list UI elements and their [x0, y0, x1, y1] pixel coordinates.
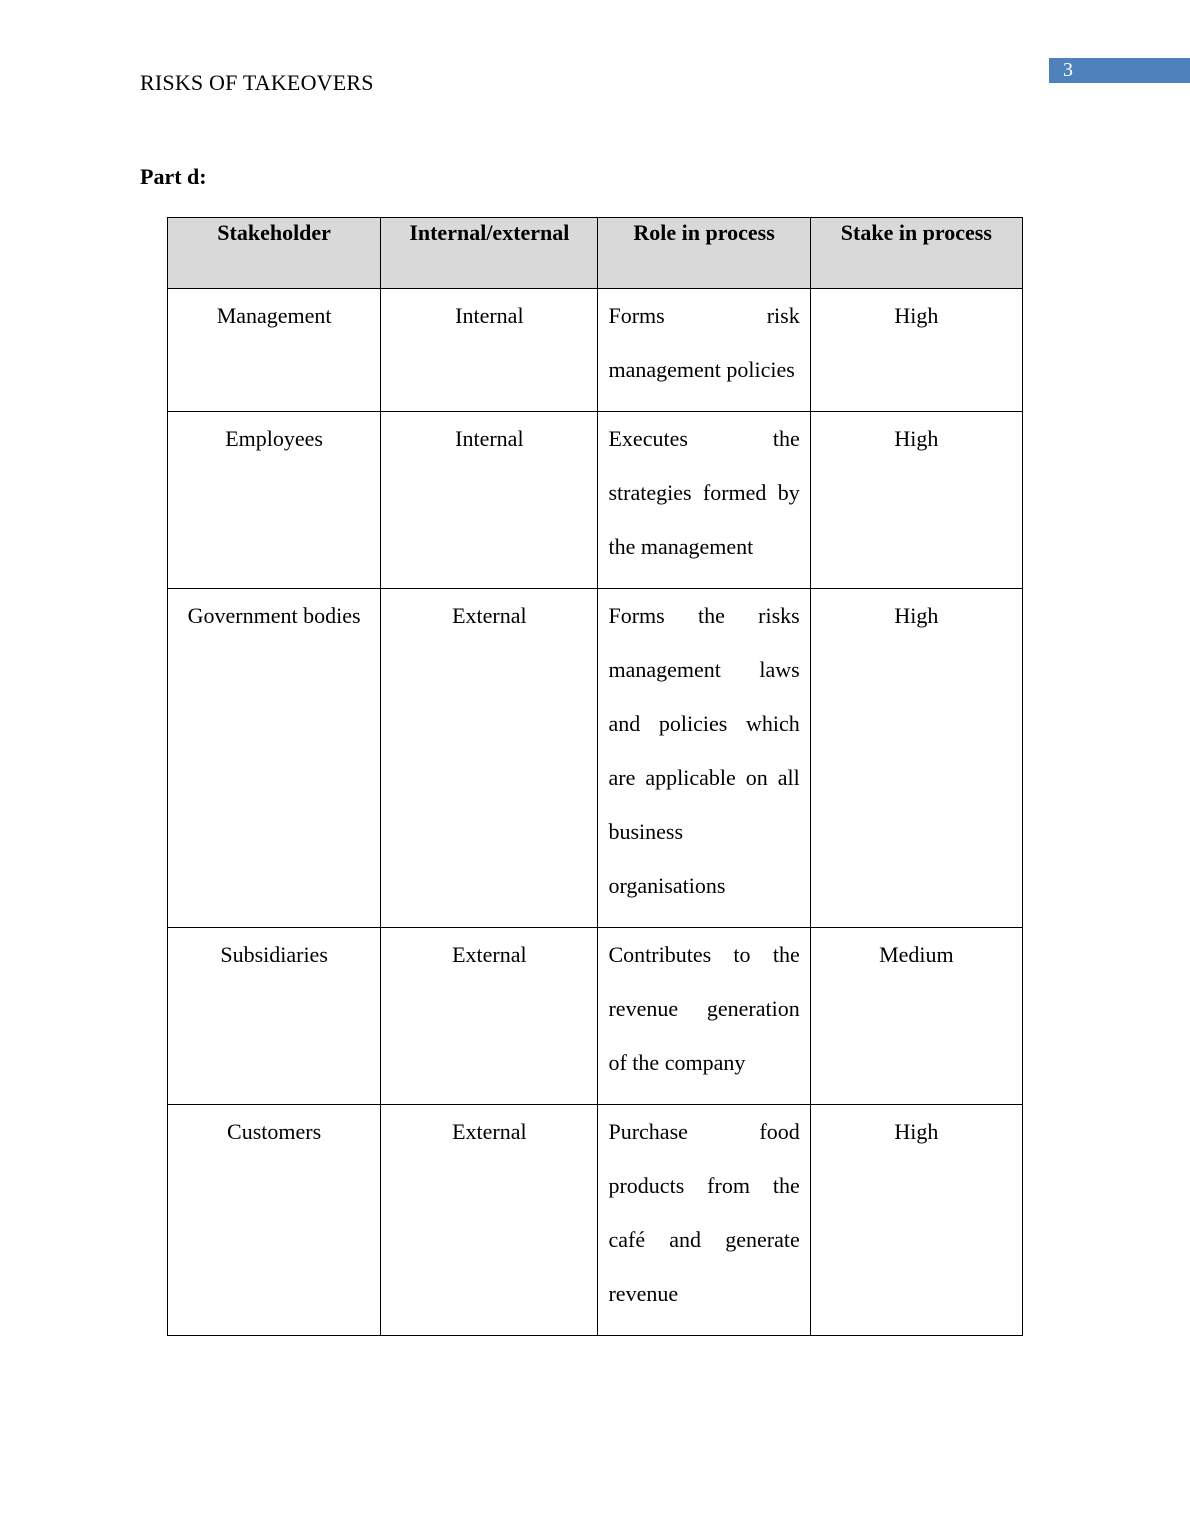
table-row [168, 928, 1023, 1105]
column-header-role: Role in process [598, 218, 810, 289]
section-heading: Part d: [140, 164, 207, 189]
running-head-title: RISKS OF TAKEOVERS [140, 70, 374, 95]
table-row [168, 1105, 1023, 1336]
column-header-stake: Stake in process [810, 218, 1022, 289]
table-row [168, 412, 1023, 589]
column-header-stakeholder: Stakeholder [168, 218, 381, 289]
cell-role: Executes the strategies formed by the management [598, 412, 810, 589]
cell-stake: Medium [810, 928, 1022, 1105]
cell-role: Purchase food products from the café and generate revenue [598, 1105, 810, 1336]
cell-role: Forms the risks management laws and policies which are applicable on all business organisations [598, 589, 810, 928]
cell-stakeholder: Subsidiaries [168, 928, 381, 1105]
column-header-internal-external: Internal/external [381, 218, 598, 289]
cell-stakeholder: Management [168, 289, 381, 412]
cell-stakeholder: Government bodies [168, 589, 381, 928]
cell-type: External [381, 928, 598, 1105]
cell-type: External [381, 1105, 598, 1336]
cell-role: Contributes to the revenue generation of the company [598, 928, 810, 1105]
page-number: 3 [1063, 59, 1073, 81]
page-number-box [1049, 58, 1190, 83]
stakeholder-table [167, 217, 1023, 1336]
cell-type: Internal [381, 289, 598, 412]
table-row [168, 289, 1023, 412]
cell-type: External [381, 589, 598, 928]
cell-stake: High [810, 289, 1022, 412]
cell-stakeholder: Customers [168, 1105, 381, 1336]
cell-stake: High [810, 589, 1022, 928]
table-row [168, 589, 1023, 928]
cell-stake: High [810, 412, 1022, 589]
cell-type: Internal [381, 412, 598, 589]
cell-stakeholder: Employees [168, 412, 381, 589]
cell-role: Forms risk management policies [598, 289, 810, 412]
table-header-row [168, 218, 1023, 289]
cell-stake: High [810, 1105, 1022, 1336]
